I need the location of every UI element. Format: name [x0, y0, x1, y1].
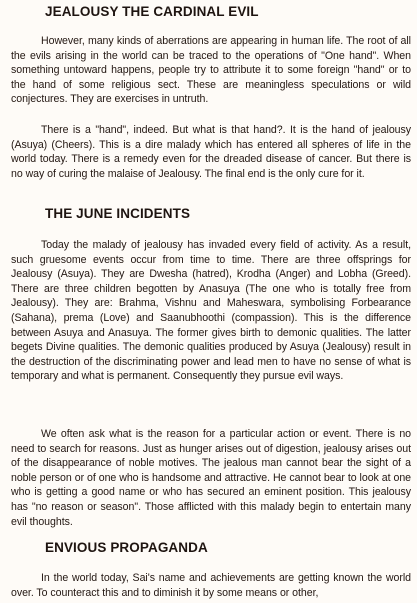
paragraph-aberrations: However, many kinds of aberrations are appearing in human life. The root of all the evils arising in the world can be traced to the operations of "One hand". When something untoward happens, people try to attribute it to some foreign "hand" or to the hand of some religious sect. These are meaningless speculations or wild conjectures. They are exercises in untruth.	[11, 35, 411, 106]
section-heading-jealousy: JEALOUSY THE CARDINAL EVIL	[45, 4, 259, 19]
paragraph-malady-offsprings: Today the malady of jealousy has invaded every field of activity. As a result, such gruesome events occur from time to time. There are three offsprings for Jealousy (Asuya). They are Dwesha (hatred), Krodha (Anger) and Lobha (Greed). There are three children begotten by Anasuya (The one who is totally free from Jealousy). They are: Brahma, Vishnu and Maheswara, symbolising Forbearance (Sahana), prema (Love) and Saanubhoothi (compassion). This is the difference between Asuya and Anasuya. The former gives birth to demonic qualities. The latter begets Divine qualities. The demonic qualities produced by Asuya (Jealousy) result in the destruction of the discriminating power and lead men to have no sense of what is temporary and what is permanent. Consequently they pursue evil ways.	[11, 239, 411, 383]
paragraph-hand-of-jealousy: There is a "hand", indeed. But what is that hand?. It is the hand of jealousy (Asuya) (Cheers). This is a dire malady which has entered all spheres of life in the world today. There is a remedy even for the dreaded disease of cancer. But there is no way of curing the malaise of Jealousy. The final end is the only cure for it.	[11, 124, 411, 180]
section-heading-june-incidents: THE JUNE INCIDENTS	[45, 206, 191, 221]
paragraph-sai-name: In the world today, Sai's name and achievements are getting known the world over. To counteract this and to diminish it by some means or other,	[11, 572, 411, 599]
paragraph-reason-for-jealousy: We often ask what is the reason for a particular action or event. There is no need to search for reasons. Just as hunger arises out of digestion, jealousy arises out of the disappearance of noble motives. The jealous man cannot bear the sight of a noble person or of one who is handsome and attractive. He cannot bear to look at one who is getting a good name or who has secured an eminent position. This jealousy has "no reason or season". Those afflicted with this malady begin to entertain many evil thoughts.	[11, 428, 411, 528]
section-heading-envious-propaganda: ENVIOUS PROPAGANDA	[45, 540, 208, 555]
